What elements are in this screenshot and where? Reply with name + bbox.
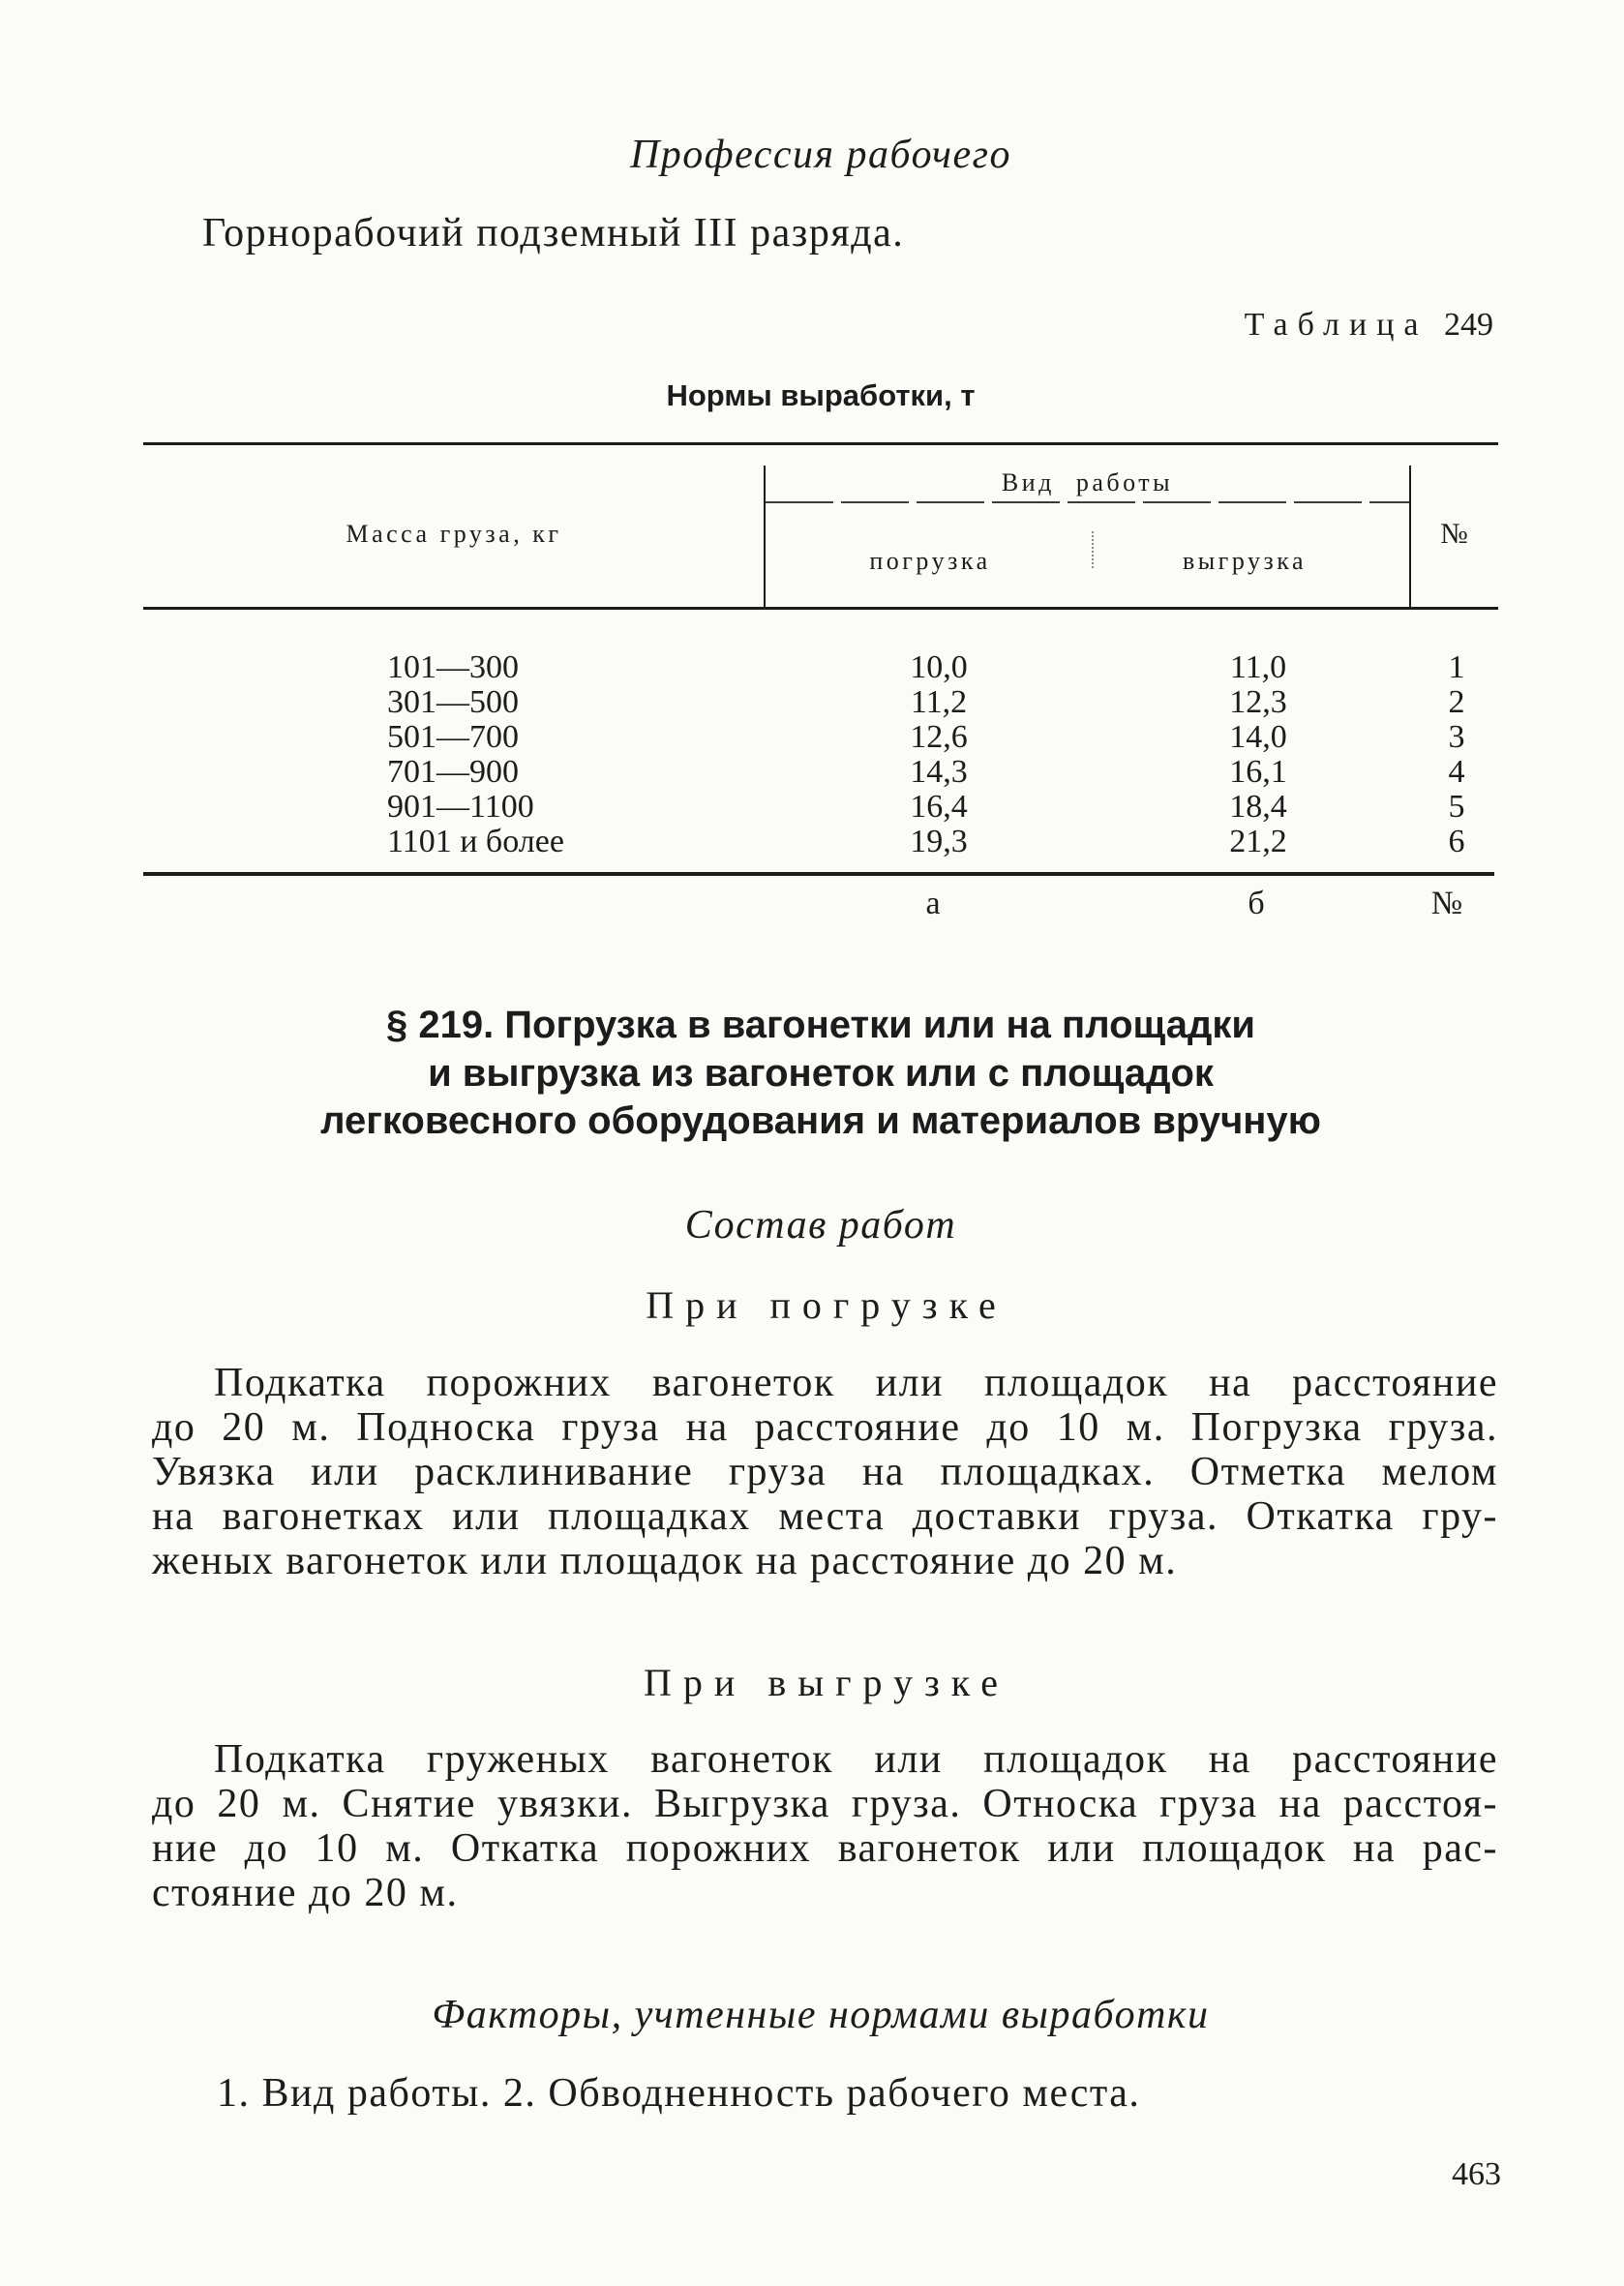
cell-number: 4 [1448,754,1465,790]
cell-loading: 16,4 [910,789,968,825]
table-footer-loading: а [925,886,941,921]
factors-text: 1. Вид работы. 2. Обводненность рабочего места. [217,2071,1141,2116]
profession-text: Горнорабочий подземный III разряда. [202,211,905,256]
cell-unloading: 14,0 [1229,719,1287,755]
paragraph-line: стояние до 20 м. [152,1871,459,1915]
cell-loading: 11,2 [910,684,968,720]
table-header-mass: Масса груза, кг [346,520,562,548]
cell-number: 3 [1448,719,1465,755]
paragraph-line: ние до 10 м. Откатка порожних вагонеток или площадок на рас- [152,1826,1498,1871]
table-subheader-rule [766,501,1409,503]
table-row [0,788,1624,827]
table-footer-row [0,885,1624,923]
table-header-unloading: выгрузка [1182,547,1308,575]
paragraph-line: на вагонетках или площадках места доставки груза. Откатка гру- [152,1494,1498,1539]
cell-mass: 101—300 [387,649,519,685]
cell-loading: 19,3 [910,824,968,859]
profession-heading: Профессия рабочего [629,133,1012,177]
section-heading [143,1002,1498,1146]
table-row [0,823,1624,861]
cell-loading: 14,3 [910,754,968,790]
table-title: Нормы выработки, т [666,378,976,412]
page-number: 463 [1452,2156,1501,2192]
table-footer-unloading: б [1248,886,1265,921]
section-heading-line: и выгрузка из вагонеток или с площадок [428,1051,1214,1095]
table-header-work-type: Вид работы [1001,468,1174,496]
cell-mass: 1101 и более [387,824,564,859]
table-label-word: Таблица [1244,307,1429,343]
cell-unloading: 12,3 [1229,684,1287,720]
table-row [0,753,1624,792]
loading-paragraph [152,1361,1498,1583]
paragraph-line: Подкатка груженых вагонеток или площадок на расстояние [214,1737,1498,1782]
paragraph-line: Подкатка порожних вагонеток или площадок на расстояние [214,1361,1498,1405]
table-label [968,306,1493,345]
cell-mass: 301—500 [387,684,519,720]
cell-loading: 12,6 [910,719,968,755]
table-row [0,683,1624,722]
table-row [0,718,1624,757]
cell-number: 1 [1448,649,1465,685]
table-header-rule [143,607,1498,610]
unloading-subheading: При выгрузке [644,1661,1009,1704]
cell-mass: 501—700 [387,719,519,755]
table-footer-number: № [1430,886,1463,921]
paragraph-line: женых вагонеток или площадок на расстояние до 20 м. [152,1539,1178,1583]
cell-unloading: 16,1 [1229,754,1287,790]
loading-subheading: При погрузке [646,1283,1007,1327]
cell-mass: 701—900 [387,754,519,790]
paragraph-line: Увязка или расклинивание груза на площадках. Отметка мелом [152,1450,1498,1494]
paragraph-line: до 20 м. Подноска груза на расстояние до 10 м. Погрузка груза. [152,1405,1498,1450]
cell-unloading: 18,4 [1229,789,1287,825]
composition-heading: Состав работ [684,1203,957,1248]
paragraph-line: до 20 м. Снятие увязки. Выгрузка груза. Относка груза на расстоя- [152,1782,1498,1826]
cell-number: 5 [1448,789,1465,825]
section-heading-line: легковесного оборудования и материалов вручную [320,1099,1321,1142]
cell-number: 6 [1448,824,1465,859]
cell-mass: 901—1100 [387,789,534,825]
table-header-number: № [1440,518,1468,550]
cell-loading: 10,0 [910,649,968,685]
section-heading-line: § 219. Погрузка в вагонетки или на площадки [385,1004,1255,1046]
table-top-rule [143,442,1498,445]
table-bottom-rule [143,872,1494,876]
cell-number: 2 [1448,684,1465,720]
table-subcolumn-separator [1092,531,1094,568]
table-header-loading: погрузка [869,547,991,575]
table-label-number: 249 [1444,307,1493,343]
cell-unloading: 21,2 [1229,824,1287,859]
cell-unloading: 11,0 [1229,649,1287,685]
factors-heading: Факторы, учтенные нормами выработки [432,1993,1210,2037]
table-row [0,648,1624,687]
unloading-paragraph [152,1737,1498,1915]
